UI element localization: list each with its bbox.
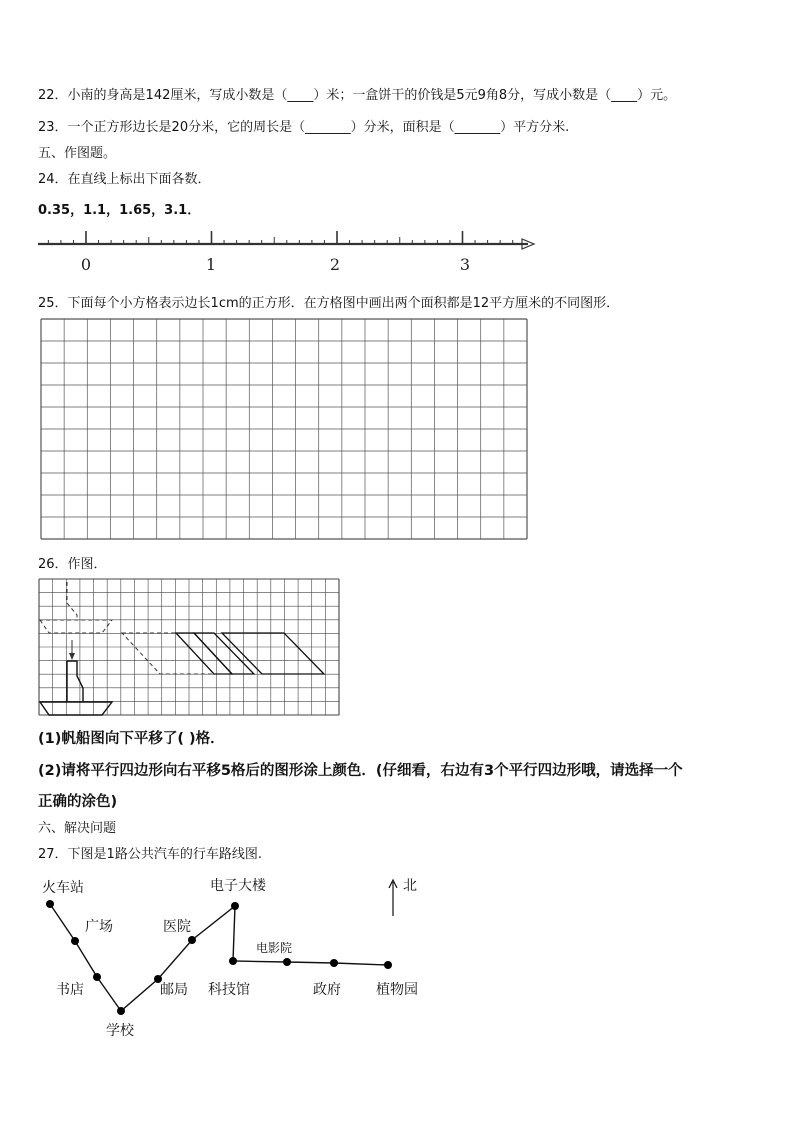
stop-dot-science-museum <box>229 957 237 965</box>
stop-label-square: 广场 <box>85 919 113 935</box>
stop-dot-bookstore <box>93 973 101 981</box>
down-arrow-icon <box>69 640 75 660</box>
section-five-heading: 五、作图题。 <box>38 146 117 161</box>
stop-dot-hospital <box>188 936 196 944</box>
parallelogram-option-2[interactable] <box>194 633 254 674</box>
question-25: 25．下面每个小方格表示边长1cm的正方形．在方格图中画出两个面积都是12平方厘米的不同图形． <box>38 296 620 311</box>
stop-label-cinema: 电影院 <box>256 941 293 955</box>
number-line-label-2: 2 <box>329 255 341 274</box>
question-23: 23．一个正方形边长是20分米，它的周长是（_______）分米，面积是（_______）平方分米. <box>38 120 570 135</box>
number-line-label-1: 1 <box>205 255 217 274</box>
stop-label-school: 学校 <box>106 1023 134 1039</box>
north-arrow-icon <box>389 880 397 916</box>
question-26-part-1: (1)帆船图向下平移了( )格． <box>38 731 225 747</box>
square-grid-25 <box>40 318 528 540</box>
question-26-part-2: (2)请将平行四边形向右平移5格后的图形涂上颜色．(仔细看，右边有3个平行四边形哦，请选择一个 <box>38 763 683 779</box>
stop-label-botanical-garden: 植物园 <box>376 982 418 998</box>
sailboat-original <box>40 582 112 633</box>
question-26: 26．作图． <box>38 557 107 572</box>
stop-dot-government <box>330 959 338 967</box>
north-label: 北 <box>403 878 417 894</box>
stop-dot-school <box>117 1007 125 1015</box>
stop-dot-botanical-garden <box>384 961 392 969</box>
stop-label-bookstore: 书店 <box>56 982 84 998</box>
stop-label-science-museum: 科技馆 <box>208 982 250 998</box>
stop-dot-square <box>71 937 79 945</box>
number-line <box>38 226 538 274</box>
parallelogram-option-1[interactable] <box>176 633 232 674</box>
stop-label-train-station: 火车站 <box>42 880 84 896</box>
stop-label-hospital: 医院 <box>163 919 191 935</box>
translation-grid-26 <box>38 578 340 716</box>
parallelogram-option-3[interactable] <box>222 633 324 674</box>
number-line-label-3: 3 <box>459 255 471 274</box>
stop-dot-electronics-building <box>231 902 239 910</box>
question-22: 22．小南的身高是142厘米，写成小数是（____）米；一盒饼干的价钱是5元9角8分，写成小数是（____）元。 <box>38 88 677 103</box>
bus-route-map <box>0 868 794 1048</box>
section-six-heading: 六、解决问题 <box>38 821 117 836</box>
number-line-label-0: 0 <box>80 255 92 274</box>
stop-dot-cinema <box>283 958 291 966</box>
question-24-numbers: 0.35，1.1，1.65，3.1． <box>38 203 201 218</box>
stop-label-post-office: 邮局 <box>160 982 188 998</box>
stop-label-electronics-building: 电子大楼 <box>210 878 266 894</box>
stop-dot-train-station <box>46 900 54 908</box>
question-24: 24．在直线上标出下面各数． <box>38 172 211 187</box>
question-27: 27．下图是1路公共汽车的行车路线图. <box>38 847 262 862</box>
stop-label-government: 政府 <box>313 982 341 998</box>
question-26-part-2-continued: 正确的涂色) <box>38 794 118 810</box>
